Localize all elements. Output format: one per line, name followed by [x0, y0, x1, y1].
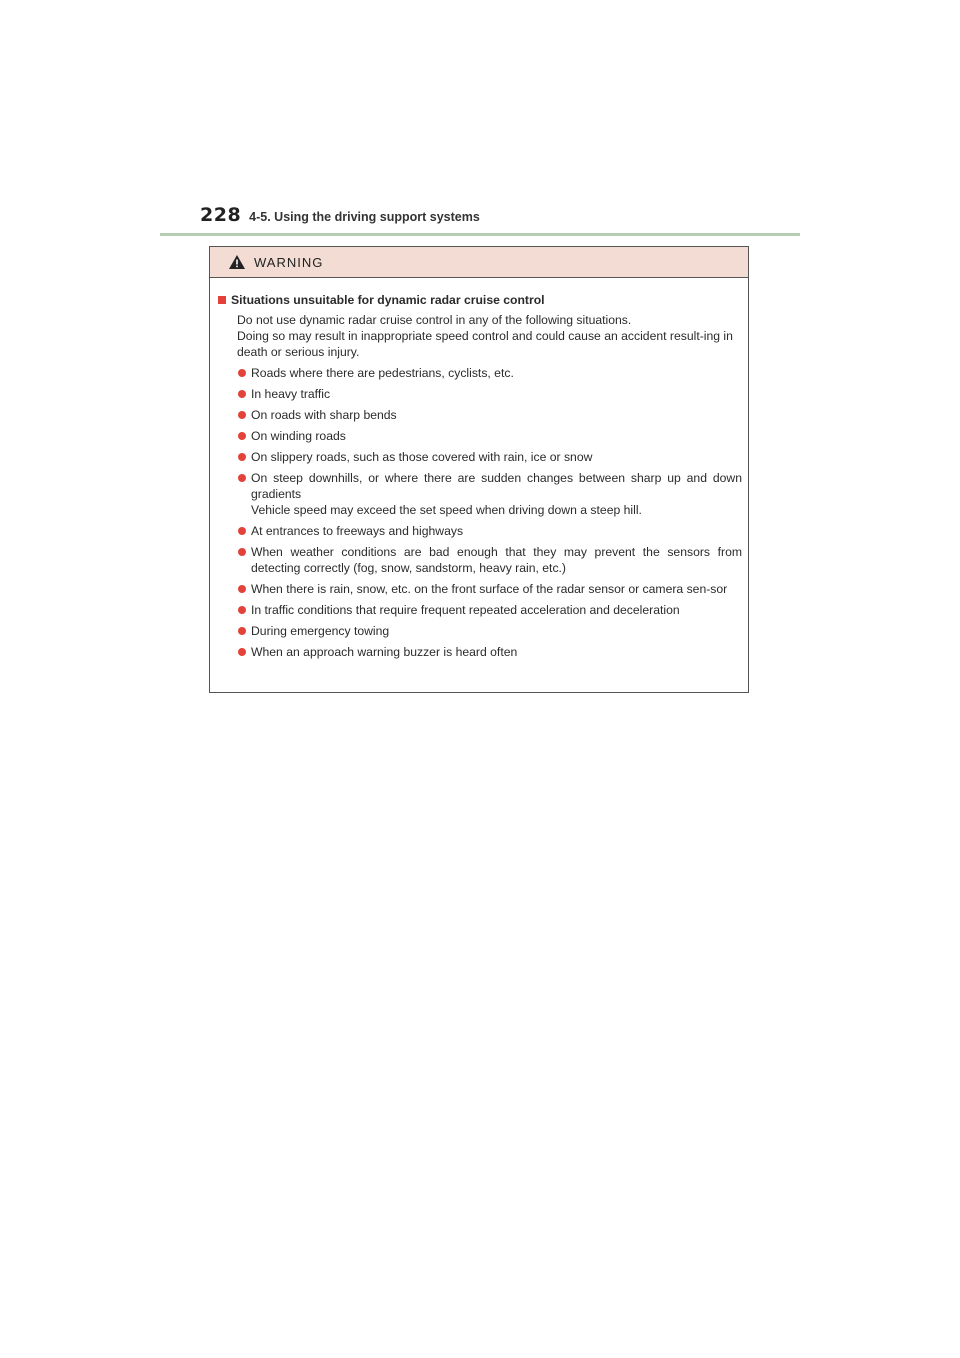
bullet-dot-icon	[238, 411, 246, 419]
square-bullet-icon	[218, 296, 226, 304]
list-item	[218, 602, 742, 618]
intro-line: Doing so may result in inappropriate speed control and could cause an accident result-ing in death or serious injury.	[237, 329, 733, 359]
list-item	[218, 386, 742, 402]
list-item	[218, 365, 742, 381]
list-item	[218, 523, 742, 539]
warning-header	[210, 247, 748, 278]
bullet-dot-icon	[238, 527, 246, 535]
list-item-text: In traffic conditions that require frequent repeated acceleration and deceleration	[251, 603, 680, 617]
bullet-dot-icon	[238, 453, 246, 461]
warning-body	[210, 278, 748, 660]
bullet-dot-icon	[238, 474, 246, 482]
list-item-text: When an approach warning buzzer is heard often	[251, 645, 518, 659]
bullet-dot-icon	[238, 369, 246, 377]
bullet-dot-icon	[238, 585, 246, 593]
list-item	[218, 623, 742, 639]
list-item	[218, 544, 742, 576]
list-item	[218, 644, 742, 660]
list-item-text: On roads with sharp bends	[251, 408, 397, 422]
list-item-text: In heavy traffic	[251, 387, 331, 401]
list-item	[218, 407, 742, 423]
warning-subhead-text: Situations unsuitable for dynamic radar cruise control	[231, 293, 545, 307]
list-item-text: On steep downhills, or where there are sudden changes between sharp up and down gradients	[251, 471, 742, 501]
warning-subhead	[218, 292, 742, 308]
bullet-dot-icon	[238, 648, 246, 656]
bullet-dot-icon	[238, 390, 246, 398]
list-item-text: Roads where there are pedestrians, cyclists, etc.	[251, 366, 514, 380]
bullet-dot-icon	[238, 627, 246, 635]
list-item-text: On slippery roads, such as those covered with rain, ice or snow	[251, 450, 593, 464]
page-number: 228	[200, 204, 242, 226]
bullet-dot-icon	[238, 432, 246, 440]
warning-triangle-icon	[228, 254, 246, 270]
page-header	[200, 204, 480, 230]
bullet-dot-icon	[238, 548, 246, 556]
list-item-text: On winding roads	[251, 429, 346, 443]
section-title: 4-5. Using the driving support systems	[249, 210, 480, 224]
list-item-note: Vehicle speed may exceed the set speed when driving down a steep hill.	[251, 503, 642, 517]
header-rule	[160, 233, 800, 236]
warning-intro	[237, 312, 742, 360]
intro-line: Do not use dynamic radar cruise control in any of the following situations.	[237, 313, 632, 327]
list-item	[218, 428, 742, 444]
list-item-text: During emergency towing	[251, 624, 390, 638]
list-item	[218, 470, 742, 518]
list-item-text: When there is rain, snow, etc. on the front surface of the radar sensor or camera sen-sor	[251, 582, 728, 596]
list-item-text: When weather conditions are bad enough that they may prevent the sensors from detecting correctly (fog, snow, sandstorm, heavy rain, etc.)	[251, 545, 742, 575]
warning-box	[209, 246, 749, 693]
list-item	[218, 449, 742, 465]
list-item-text: At entrances to freeways and highways	[251, 524, 464, 538]
situation-list	[218, 365, 742, 660]
warning-title: WARNING	[254, 254, 324, 270]
bullet-dot-icon	[238, 606, 246, 614]
list-item	[218, 581, 742, 597]
